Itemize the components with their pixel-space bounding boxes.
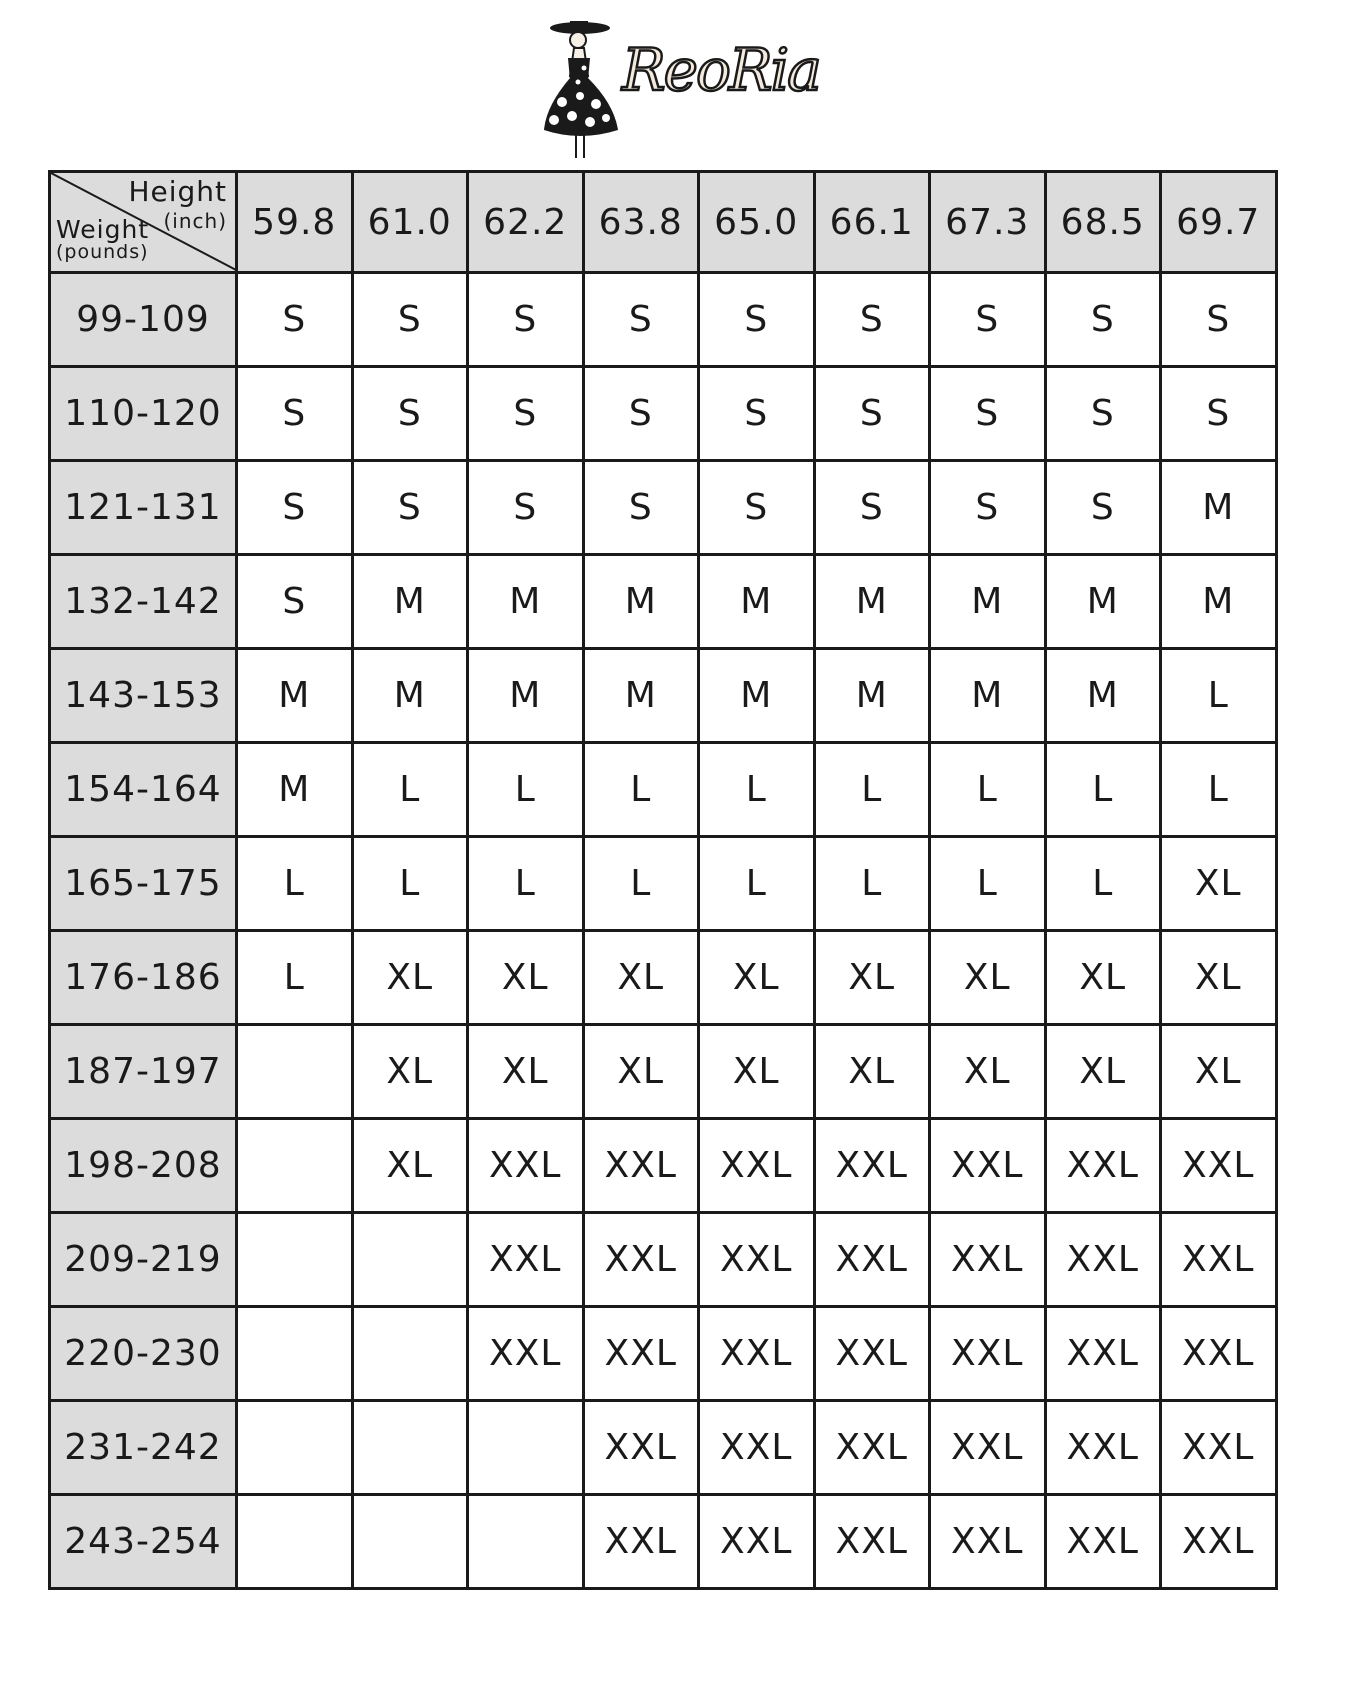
size-cell: M: [468, 555, 584, 649]
size-cell: [468, 1495, 584, 1589]
size-cell: L: [814, 743, 930, 837]
size-cell: S: [930, 367, 1046, 461]
brand-logo: [540, 18, 840, 163]
size-cell: S: [699, 367, 815, 461]
size-cell: M: [237, 743, 353, 837]
size-cell: S: [814, 461, 930, 555]
size-cell: XL: [583, 1025, 699, 1119]
table-row: [50, 1401, 1277, 1495]
table-row: [50, 461, 1277, 555]
size-cell: L: [1161, 743, 1277, 837]
size-cell: S: [352, 461, 468, 555]
size-cell: L: [237, 931, 353, 1025]
weight-range-cell: 220-230: [50, 1307, 237, 1401]
table-row: [50, 1495, 1277, 1589]
table-row: [50, 743, 1277, 837]
weight-range-cell: 198-208: [50, 1119, 237, 1213]
size-cell: [237, 1401, 353, 1495]
table-row: [50, 1213, 1277, 1307]
size-cell: M: [930, 649, 1046, 743]
size-cell: S: [237, 461, 353, 555]
size-cell: XXL: [699, 1307, 815, 1401]
size-cell: L: [1045, 837, 1161, 931]
size-cell: XXL: [699, 1213, 815, 1307]
size-cell: [237, 1025, 353, 1119]
size-cell: XXL: [1161, 1213, 1277, 1307]
size-cell: XXL: [1045, 1495, 1161, 1589]
size-cell: L: [468, 743, 584, 837]
size-cell: S: [1161, 367, 1277, 461]
size-cell: XXL: [1161, 1401, 1277, 1495]
table-row: [50, 273, 1277, 367]
size-cell: XXL: [814, 1401, 930, 1495]
size-cell: M: [583, 555, 699, 649]
size-cell: XXL: [583, 1307, 699, 1401]
size-cell: XXL: [930, 1213, 1046, 1307]
brand-name: ReoRia: [622, 36, 820, 104]
weight-range-cell: 243-254: [50, 1495, 237, 1589]
size-cell: M: [699, 649, 815, 743]
size-cell: XXL: [1045, 1119, 1161, 1213]
size-cell: M: [1045, 555, 1161, 649]
table-row: [50, 837, 1277, 931]
size-cell: XXL: [1161, 1495, 1277, 1589]
weight-range-cell: 176-186: [50, 931, 237, 1025]
size-cell: S: [1161, 273, 1277, 367]
size-cell: L: [699, 743, 815, 837]
size-cell: M: [1161, 555, 1277, 649]
size-cell: S: [352, 367, 468, 461]
size-cell: S: [468, 367, 584, 461]
size-cell: XL: [1045, 1025, 1161, 1119]
size-cell: XXL: [699, 1119, 815, 1213]
size-cell: S: [583, 273, 699, 367]
size-cell: S: [237, 555, 353, 649]
size-cell: XXL: [699, 1401, 815, 1495]
size-cell: XL: [468, 931, 584, 1025]
weight-range-cell: 110-120: [50, 367, 237, 461]
polka-dot-dress-lady-icon: [540, 18, 630, 163]
size-cell: L: [930, 743, 1046, 837]
size-cell: M: [352, 649, 468, 743]
size-cell: [352, 1495, 468, 1589]
size-cell: [237, 1119, 353, 1213]
size-cell: XXL: [1045, 1401, 1161, 1495]
size-cell: XXL: [814, 1213, 930, 1307]
size-cell: S: [237, 367, 353, 461]
weight-range-cell: 165-175: [50, 837, 237, 931]
weight-range-cell: 187-197: [50, 1025, 237, 1119]
size-cell: XXL: [1045, 1213, 1161, 1307]
weight-range-cell: 143-153: [50, 649, 237, 743]
size-cell: S: [352, 273, 468, 367]
height-col-header: 67.3: [930, 172, 1046, 273]
table-row: [50, 1307, 1277, 1401]
size-cell: [352, 1401, 468, 1495]
row-axis-label: Weight: [56, 215, 150, 244]
size-cell: XL: [930, 1025, 1046, 1119]
column-axis-label: Height: [128, 175, 227, 208]
height-col-header: 63.8: [583, 172, 699, 273]
weight-range-cell: 231-242: [50, 1401, 237, 1495]
size-cell: XL: [930, 931, 1046, 1025]
table-row: [50, 649, 1277, 743]
table-row: [50, 555, 1277, 649]
weight-range-cell: 132-142: [50, 555, 237, 649]
size-cell: S: [1045, 461, 1161, 555]
size-cell: XXL: [930, 1495, 1046, 1589]
size-cell: S: [699, 273, 815, 367]
size-cell: M: [237, 649, 353, 743]
size-cell: XL: [1161, 931, 1277, 1025]
size-cell: XXL: [814, 1119, 930, 1213]
size-cell: S: [583, 367, 699, 461]
size-cell: XXL: [814, 1307, 930, 1401]
size-cell: XXL: [468, 1307, 584, 1401]
size-rows: [50, 273, 1277, 1589]
size-cell: XXL: [930, 1119, 1046, 1213]
size-cell: L: [237, 837, 353, 931]
size-cell: [237, 1213, 353, 1307]
size-cell: XXL: [468, 1119, 584, 1213]
size-cell: XXL: [468, 1213, 584, 1307]
size-cell: M: [699, 555, 815, 649]
size-cell: [237, 1495, 353, 1589]
size-cell: L: [814, 837, 930, 931]
size-cell: L: [583, 837, 699, 931]
size-cell: M: [468, 649, 584, 743]
size-cell: S: [1045, 367, 1161, 461]
size-cell: M: [1045, 649, 1161, 743]
table-row: [50, 931, 1277, 1025]
height-col-header: 61.0: [352, 172, 468, 273]
size-cell: XL: [814, 931, 930, 1025]
size-cell: XXL: [930, 1307, 1046, 1401]
size-cell: [352, 1213, 468, 1307]
size-cell: M: [814, 649, 930, 743]
weight-range-cell: 154-164: [50, 743, 237, 837]
size-cell: L: [1045, 743, 1161, 837]
size-cell: XL: [699, 1025, 815, 1119]
height-col-header: 69.7: [1161, 172, 1277, 273]
size-cell: XXL: [583, 1495, 699, 1589]
size-cell: [352, 1307, 468, 1401]
size-cell: S: [930, 461, 1046, 555]
size-cell: XL: [352, 1025, 468, 1119]
size-cell: [237, 1307, 353, 1401]
size-cell: M: [930, 555, 1046, 649]
height-col-header: 65.0: [699, 172, 815, 273]
size-cell: L: [699, 837, 815, 931]
size-cell: XL: [1045, 931, 1161, 1025]
height-col-header: 66.1: [814, 172, 930, 273]
size-cell: XL: [1161, 1025, 1277, 1119]
size-cell: L: [352, 837, 468, 931]
weight-range-cell: 99-109: [50, 273, 237, 367]
height-col-header: 62.2: [468, 172, 584, 273]
column-axis-unit: (inch): [163, 209, 227, 233]
weight-range-cell: 209-219: [50, 1213, 237, 1307]
size-cell: XL: [352, 1119, 468, 1213]
size-cell: S: [583, 461, 699, 555]
size-cell: XXL: [583, 1119, 699, 1213]
size-cell: XL: [468, 1025, 584, 1119]
table-row: [50, 1025, 1277, 1119]
size-cell: XXL: [583, 1213, 699, 1307]
height-col-header: 68.5: [1045, 172, 1161, 273]
size-cell: L: [930, 837, 1046, 931]
size-cell: XL: [814, 1025, 930, 1119]
size-cell: XXL: [1161, 1307, 1277, 1401]
size-cell: XL: [583, 931, 699, 1025]
table-row: [50, 1119, 1277, 1213]
size-cell: L: [352, 743, 468, 837]
size-cell: S: [814, 367, 930, 461]
size-cell: S: [1045, 273, 1161, 367]
size-chart-table: [48, 170, 1278, 1590]
size-cell: [468, 1401, 584, 1495]
size-cell: S: [699, 461, 815, 555]
size-cell: M: [352, 555, 468, 649]
size-cell: XXL: [1161, 1119, 1277, 1213]
size-cell: M: [583, 649, 699, 743]
size-cell: XL: [352, 931, 468, 1025]
size-cell: XXL: [930, 1401, 1046, 1495]
size-cell: XXL: [699, 1495, 815, 1589]
size-cell: XL: [1161, 837, 1277, 931]
size-cell: M: [814, 555, 930, 649]
height-header-row: [50, 172, 1277, 273]
height-col-header: 59.8: [237, 172, 353, 273]
size-cell: S: [930, 273, 1046, 367]
size-cell: L: [1161, 649, 1277, 743]
size-cell: XXL: [1045, 1307, 1161, 1401]
size-cell: M: [1161, 461, 1277, 555]
size-cell: S: [237, 273, 353, 367]
size-cell: L: [468, 837, 584, 931]
size-cell: L: [583, 743, 699, 837]
row-axis-unit: (pounds): [56, 241, 149, 263]
size-cell: S: [468, 461, 584, 555]
corner-header: [50, 172, 237, 273]
size-cell: S: [468, 273, 584, 367]
weight-range-cell: 121-131: [50, 461, 237, 555]
size-cell: XL: [699, 931, 815, 1025]
table-row: [50, 367, 1277, 461]
size-cell: S: [814, 273, 930, 367]
size-cell: XXL: [583, 1401, 699, 1495]
size-cell: XXL: [814, 1495, 930, 1589]
